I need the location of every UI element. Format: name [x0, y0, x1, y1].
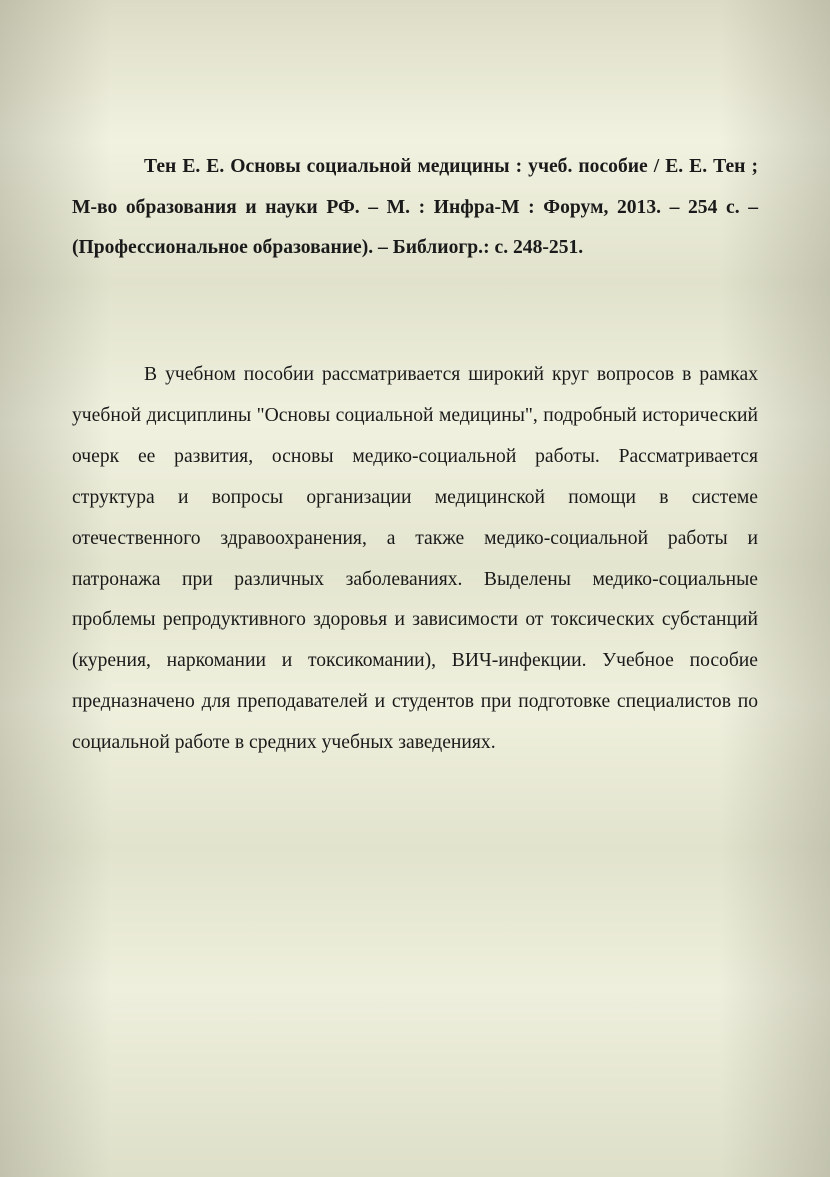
book-abstract: В учебном пособии рассматривается широкий круг вопросов в рамках учебной дисциплины "Основы социальной медицины", подробный исторический очерк ее развития, основы медико-социальной работы. Рассматривается структура и вопросы организации медицинской помощи в системе отечественного здравоохранения, а также медико-социальной работы и патронажа при различных заболеваниях. Выделены медико-социальные проблемы репродуктивного здоровья и зависимости от токсических субстанций (курения, наркомании и токсикомании), ВИЧ-инфекции. Учебное пособие предназначено для преподавателей и студентов при подготовке специалистов по социальной работе в средних учебных заведениях. — [72, 364, 758, 754]
bibliographic-citation: Тен Е. Е. Основы социальной медицины : учеб. пособие / Е. Е. Тен ; М-во образования и науки РФ. – М. : Инфра-М : Форум, 2013. – 254 с. – (Профессиональное образование). – Библиогр.: с. 248-251. — [72, 156, 758, 258]
